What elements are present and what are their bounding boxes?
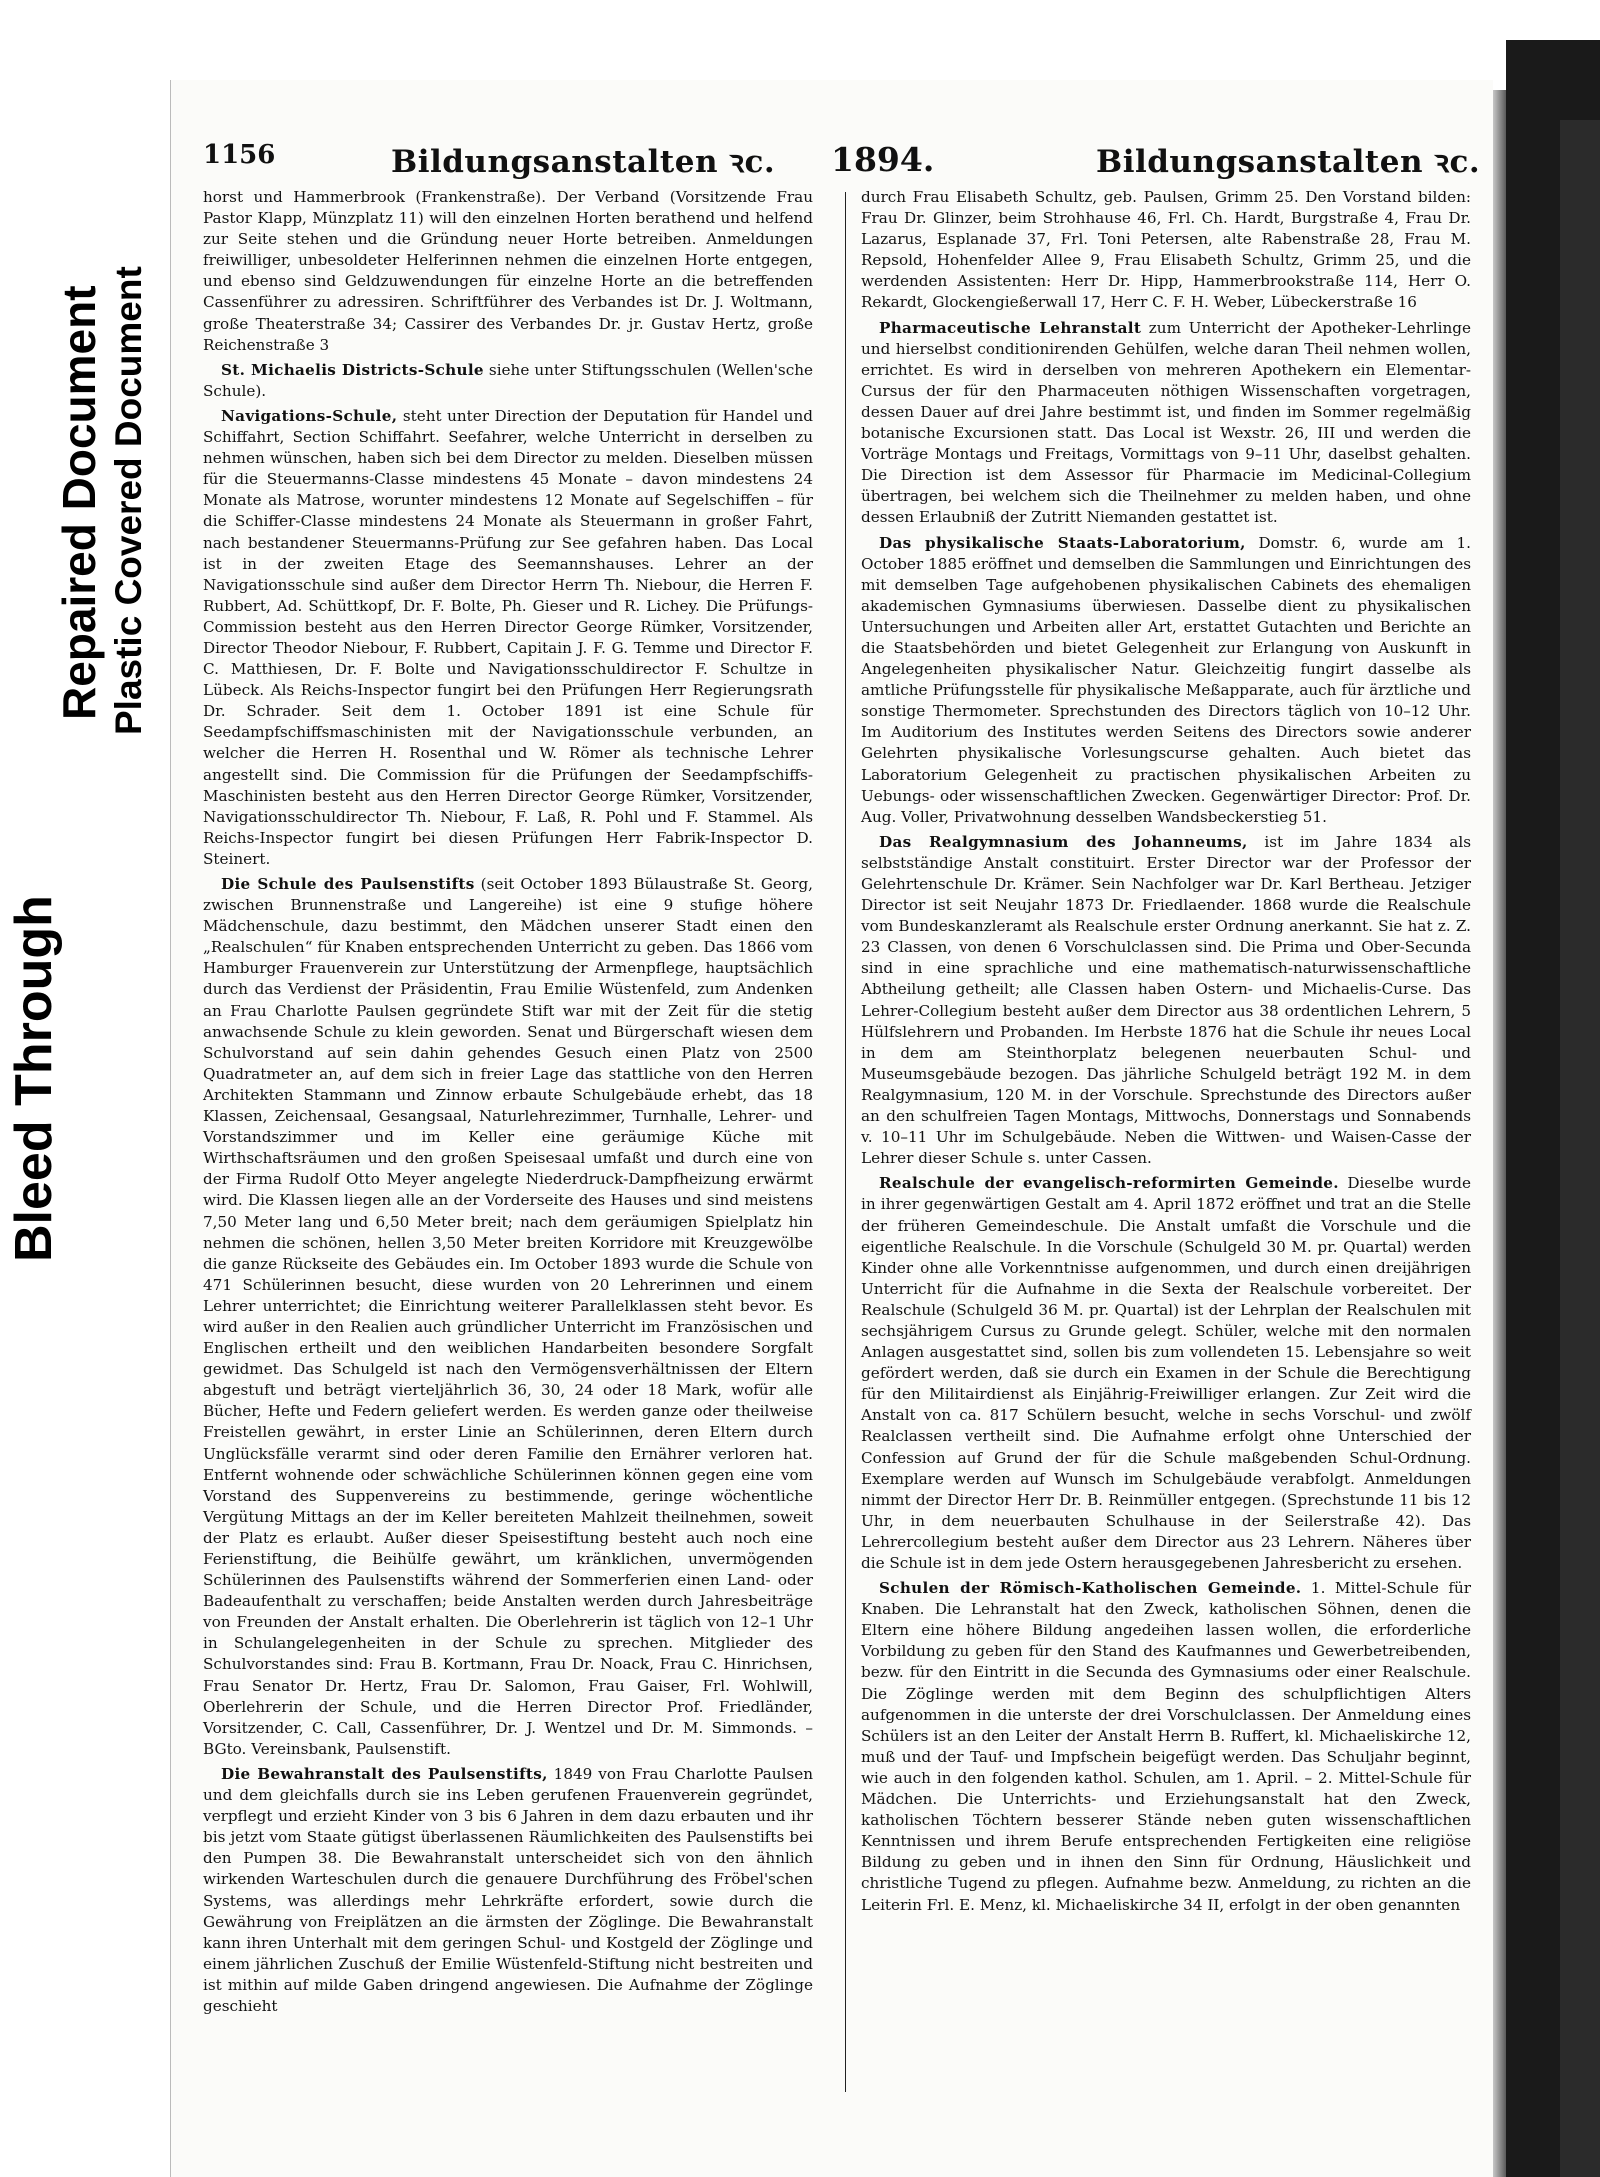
scanner-edge-inner <box>1560 120 1600 2177</box>
paragraph: Das Realgymnasium des Johanneums, ist im Jahre 1834 als selbstständige Anstalt constituirt. Erster Director war der Professor der Gelehrtenschule Dr. Krämer. Sein Nachfolger war Dr. Karl Bertheau. Jetziger Director ist seit Neujahr 1873 Dr. Friedlaender. 1868 wurde die Realschule vom Bundeskanzleramt als Realschule erster Ordnung anerkannt. Sie hat z. Z. 23 Classen, von denen 6 Vorschulclassen sind. Die Prima und Ober-Secunda sind in eine sprachliche und eine mathematisch-naturwissenschaftliche Abtheilung getheilt; alle Classen haben Ostern- und Michaelis-Curse. Das Lehrer-Collegium besteht außer dem Director aus 38 ordentlichen Lehrern, 5 Hülfslehrern und Probanden. Im Herbste 1876 hat die Schule ihr neues Local in dem am Steinthorplatz belegenen neuerbauten Schul- und Museumsgebäude bezogen. Das jährliche Schulgeld beträgt 192 M. in dem Realgymnasium, 120 M. in der Vorschule. Sprechstunde des Directors außer an den schulfreien Tagen Montags, Mittwochs, Donnerstags und Sonnabends v. 10–11 Uhr im Schulgebäude. Neben die Wittwen- und Waisen-Casse der Lehrer dieser Schule s. unter Cassen. <box>861 832 1471 1168</box>
scan-label-strip <box>0 0 170 2177</box>
paragraph: horst und Hammerbrook (Frankenstraße). Der Verband (Vorsitzende Frau Pastor Klapp, Münzplatz 11) will den einzelnen Horten berathend und helfend zur Seite stehen und die Gründung neuer Horte betreiben. Anmeldungen freiwilliger, unbesoldeter Helferinnen nehmen die einzelnen Horte entgegen, und ebenso sind Geldzuwendungen für einzelne Horte an die betreffenden Cassenführer zu adressiren. Schriftführer des Verbandes ist Dr. J. Woltmann, große Theaterstraße 34; Cassirer des Verbandes Dr. jr. Gustav Hertz, große Reichenstraße 3 <box>203 188 813 354</box>
repaired-document-label: Repaired Document <box>53 285 105 720</box>
paragraph: Die Bewahranstalt des Paulsenstifts, 1849 von Frau Charlotte Paulsen und dem gleichfalls durch sie ins Leben gerufenen Frauenverein gegründet, verpflegt und erzieht Kinder von 3 bis 6 Jahren in dem dazu erbauten und ihr bis jetzt vom Staate gütigst überlassenen Räumlichkeiten des Paulsenstifts bei den Pumpen 38. Die Bewahranstalt unterscheidet sich von den ähnlich wirkenden Warteschulen durch die genauere Durchführung des Fröbel'schen Systems, was allerdings mehr Lehrkräfte erfordert, sowie durch die Gewährung von Freiplätzen an die ärmsten der Zöglinge. Die Bewahranstalt kann ihren Unterhalt mit dem geringen Schul- und Kostgeld der Zöglinge und einem jährlichen Zuschuß der Emilie Wüstenfeld-Stiftung nicht bestreiten und ist mithin auf milde Gaben dringend angewiesen. Die Aufnahme der Zöglinge geschieht <box>203 1764 813 2015</box>
running-title-left: Bildungsanstalten ꝛc. <box>391 144 776 180</box>
entry-title: Die Schule des Paulsenstifts <box>221 875 475 893</box>
paragraph: Schulen der Römisch-Katholischen Gemeinde. 1. Mittel-Schule für Knaben. Die Lehranstalt hat den Zweck, katholischen Söhnen, denen die Eltern eine höhere Bildung angedeihen lassen wollen, die erforderliche Vorbildung zu geben für den Stand des Kaufmannes und Gewerbetreibenden, bezw. für den Eintritt in die Secunda des Gymnasiums oder einer Realschule. Die Zöglinge werden mit dem Beginn des schulpflichtigen Alters aufgenommen in die unterste der drei Vorschulclassen. Der Anmeldung eines Schülers ist an den Leiter der Anstalt Herrn B. Ruffert, kl. Michaeliskirche 12, muß und der Tauf- und Impfschein beigefügt werden. Das Schuljahr beginnt, wie auch in den folgenden kathol. Schulen, am 1. April. – 2. Mittel-Schule für Mädchen. Die Unterrichts- und Erziehungsanstalt hat den Zweck, katholischen Töchtern besserer Stände neben guten wissenschaftlichen Kenntnissen und ihrem Berufe entsprechenden Fertigkeiten eine religiöse Bildung zu geben und in ihnen den Sinn für Ordnung, Häuslichkeit und christliche Tugend zu pflegen. Aufnahme bezw. Anmeldung, zu richten an die Leiterin Frl. E. Menz, kl. Michaeliskirche 34 II, erfolgt in der oben genannten <box>861 1579 1472 1914</box>
entry-title: Das Realgymnasium des Johanneums, <box>879 832 1248 851</box>
plastic-covered-label: Plastic Covered Document <box>108 266 149 735</box>
entry-title: Schulen der Römisch-Katholischen Gemeinde. <box>879 1579 1302 1598</box>
running-title-right: Bildungsanstalten ꝛc. <box>1096 144 1481 180</box>
paragraph: St. Michaelis Districts-Schule siehe unter Stiftungsschulen (Wellen'sche Schule). <box>203 360 813 400</box>
paragraph: Die Schule des Paulsenstifts (seit October 1893 Bülaustraße St. Georg, zwischen Brunnenstraße und Langereihe) ist eine 9 stufige höhere Mädchenschule, dazu bestimmt, den Mädchen unserer Stadt einen den „Realschulen“ für Knaben entsprechenden Unterricht zu geben. Das 1866 vom Hamburger Frauenverein zur Unterstützung der Armenpflege, hauptsächlich durch das Verdienst der Präsidentin, Frau Emilie Wüstenfeld, zum Andenken an Frau Charlotte Paulsen gegründete Stift war mit der Zeit für die stetig anwachsende Schule zu klein geworden. Senat und Bürgerschaft wiesen dem Schulvorstand auf sein dahin gehendes Gesuch einen Platz von 2500 Quadratmeter an, auf dem sich in freier Lage das stattliche von den Herren Architekten Stammann und Zinnow erbaute Schulgebäude erhebt, das 18 Klassen, Zeichensaal, Gesangsaal, Naturlehrezimmer, Turnhalle, Lehrer- und Vorstandszimmer und im Keller eine geräumige Küche mit Wirthschaftsräumen und den großen Speisesaal umfaßt und durch eine von der Firma Rudolf Otto Meyer angelegte Niederdruck-Dampfheizung erwärmt wird. Die Klassen liegen alle an der Vorderseite des Hauses und sind meistens 7,50 Meter lang und 6,50 Meter breit; nach dem geräumigen Spielplatz hin nehmen die schönen, hellen 3,50 Meter breiten Korridore mit Kreuzgewölbe die ganze Rückseite des Gebäudes ein. Im October 1893 wurde die Schule von 471 Schülerinnen besucht, diese wurden von 20 Lehrerinnen und einem Lehrer unterrichtet; die Einrichtung weiterer Parallelklassen steht bevor. Es wird außer in den Realien auch gründlicher Unterricht im Französischen und Englischen ertheilt und den weiblichen Handarbeiten besondere Sorgfalt gewidmet. Das Schulgeld ist nach den Vermögensverhältnissen der Eltern abgestuft und beträgt vierteljährlich 36, 30, 24 oder 18 Mark, wofür alle Bücher, Hefte und Federn geliefert werden. Es werden ganze oder theilweise Freistellen gewährt, in erster Linie an Schülerinnen, deren Eltern durch Unglücksfälle verarmt sind oder deren Familie den Ernährer verloren hat. Entfernt wohnende oder schwächliche Schülerinnen können gegen eine vom Vorstand des Suppenvereins zu bestimmende, geringe wöchentliche Vergütung Mittags an der im Keller bereiteten Mahlzeit theilnehmen, soweit der Platz es erlaubt. Außer dieser Speisestiftung besteht auch noch eine Ferienstiftung, die Beihülfe gewährt, um kränklichen, unvermögenden Schülerinnen des Paulsenstifts während der Sommerferien einen Land- oder Badeaufenthalt zu verschaffen; beide Anstalten werden durch Jahresbeiträge von Freunden der Anstalt erhalten. Die Oberlehrerin ist täglich von 12–1 Uhr in Schulangelegenheiten in der Schule zu sprechen. Mitglieder des Schulvorstandes sind: Frau B. Kortmann, Frau Dr. Noack, Frau C. Hinrichsen, Frau Senator Dr. Hertz, Frau Dr. Salomon, Frau Gaiser, Frl. Wohlwill, Oberlehrerin der Schule, und die Herren Director Prof. Friedländer, Vorsitzender, C. Call, Cassenführer, Dr. J. Wentzel und Dr. M. Simmonds. – BGto. Vereinsbank, Paulsenstift. <box>203 875 813 1758</box>
entry-title: Realschule der evangelisch-reformirten Gemeinde. <box>879 1174 1339 1193</box>
right-column <box>861 187 1471 1920</box>
paragraph: durch Frau Elisabeth Schultz, geb. Paulsen, Grimm 25. Den Vorstand bilden: Frau Dr. Glinzer, beim Strohhause 46, Frl. Ch. Hardt, Burgstraße 4, Frau Dr. Lazarus, Esplanade 37, Frl. Toni Petersen, alte Rabenstraße 28, Frau M. Repsold, Hohenfelder Allee 9, Frau Elisabeth Schultz, Grimm 25, und die werdenden Assistenten: Herr Dr. Hipp, Hammerbrookstraße 114, Herr O. Rekardt, Glockengießerwall 17, Herr C. F. H. Weber, Lübeckerstraße 16 <box>861 188 1471 312</box>
entry-title: St. Michaelis Districts-Schule <box>221 360 484 379</box>
entry-title: Navigations-Schule, <box>221 406 398 425</box>
entry-title: Die Bewahranstalt des Paulsenstifts, <box>221 1764 548 1783</box>
paragraph: Pharmaceutische Lehranstalt zum Unterricht der Apotheker-Lehrlinge und hierselbst conditionirenden Gehülfen, welche daran Theil nehmen wollen, errichtet. Es wird in derselben von mehreren Apothekern ein Elementar-Cursus der für den Pharmaceuten nöthigen Wissenschaften vorgetragen, dessen Dauer auf drei Jahre bestimmt ist, und finden im Sommer regelmäßig botanische Excursionen statt. Das Local ist Wexstr. 26, III und werden die Vorträge Montags und Freitags, Vormittags von 9–11 Uhr, daselbst gehalten. Die Direction ist dem Assessor für Pharmacie im Medicinal-Collegium übertragen, bei welchem sich die Theilnehmer zu melden haben, und ohne dessen Erlaubniß der Zutritt Niemanden gestattet ist. <box>861 318 1471 527</box>
left-column <box>203 187 813 2021</box>
page-header <box>171 80 1493 192</box>
entry-title: Pharmaceutische Lehranstalt <box>879 318 1142 337</box>
entry-title: Das physikalische Staats-Laboratorium, <box>879 533 1246 552</box>
paragraph: Realschule der evangelisch-reformirten Gemeinde. Dieselbe wurde in ihrer gegenwärtigen Gestalt am 4. April 1872 eröffnet und trat an die Stelle der früheren Gemeindeschule. Die Anstalt umfaßt die Vorschule und die eigentliche Realschule. In die Vorschule (Schulgeld 30 M. pr. Quartal) werden Kinder ohne alle Vorkenntnisse aufgenommen, und durch einen dreijährigen Unterricht für die Aufnahme in die Sexta der Realschule vorbereitet. Der Realschule (Schulgeld 36 M. pr. Quartal) ist der Lehrplan der Realschulen mit sechsjährigem Cursus zu Grunde gelegt. Schüler, welche mit den normalen Anlagen ausgestattet sind, sollen bis zum vollendeten 15. Lebensjahre so weit gefördert werden, daß sie durch ein Examen in der Schule die Berechtigung für den Militairdienst als Einjährig-Freiwilliger erlangen. Zur Zeit wird die Anstalt von ca. 817 Schülern besucht, welche in sechs Vorschul- und zwölf Realclassen vertheilt sind. Die Aufnahme erfolgt ohne Unterschied der Confession auf Grund der für die Schule maßgebenden Schul-Ordnung. Exemplare werden auf Wunsch im Schulgebäude verabfolgt. Anmeldungen nimmt der Director Herr Dr. B. Reinmüller entgegen. (Sprechstunde 11 bis 12 Uhr, in dem neuerbauten Schulhause in der Seilerstraße 42). Das Lehrercollegium besteht außer dem Director aus 23 Lehrern. Näheres über die Schule ist in dem jede Ostern herausgegebenen Jahresbericht zu ersehen. <box>861 1174 1471 1572</box>
paragraph: Navigations-Schule, steht unter Direction der Deputation für Handel und Schiffahrt, Section Schiffahrt. Seefahrer, welche Unterricht in derselben zu nehmen wünschen, haben sich bei dem Director zu melden. Dieselben müssen für die Steuermanns-Classe mindestens 45 Monate – davon mindestens 24 Monate als Matrose, worunter mindestens 12 Monate auf Segelschiffen – für die Schiffer-Classe mindestens 24 Monate als Steuermann in großer Fahrt, nach bestandener Steuermanns-Prüfung zur See gefahren haben. Das Local ist in der zweiten Etage des Seemannshauses. Lehrer an der Navigationsschule sind außer dem Director Herrn Th. Niebour, die Herren F. Rubbert, Ad. Schüttkopf, Dr. F. Bolte, Ph. Gieser und R. Lichey. Die Prüfungs-Commission besteht aus den Herren Director George Rümker, Vorsitzender, Director Theodor Niebour, F. Rubbert, Capitain J. F. G. Temme und Director F. C. Matthiesen, Dr. F. Bolte und Navigationsschuldirector F. Schultze in Lübeck. Als Reichs-Inspector fungirt bei den Prüfungen Herr Regierungsrath Dr. Schrader. Seit dem 1. October 1891 ist eine Schule für Seedampfschiffsmaschinisten mit der Navigationsschule verbunden, an welcher die Herren H. Rosenthal und W. Römer als technische Lehrer angestellt sind. Die Commission für die Prüfungen der Seedampfschiffs-Maschinisten besteht aus den Herren Director George Rümker, Vorsitzender, Navigationsschuldirector Th. Niebour, F. Laß, R. Pohl und F. Stammel. Als Reichs-Inspector fungirt bei diesen Prüfungen Herr Fabrik-Inspector D. Steinert. <box>203 406 813 868</box>
document-page <box>170 80 1493 2177</box>
header-year: 1894. <box>831 140 935 179</box>
column-divider <box>845 192 846 2092</box>
bleed-through-label: Bleed Through <box>5 895 63 1262</box>
paragraph: Das physikalische Staats-Laboratorium, Domstr. 6, wurde am 1. October 1885 eröffnet und demselben die Sammlungen und Einrichtungen des mit demselben Tage aufgehobenen physikalischen Cabinets des ehemaligen akademischen Gymnasiums überwiesen. Dasselbe dient zu physikalischen Untersuchungen und Arbeiten aller Art, erstattet Gutachten und Berichte an die Staatsbehörden und bietet Gelegenheit zur Erlangung von Auskunft in Angelegenheiten physikalischer Natur. Gleichzeitig fungirt dasselbe als amtliche Prüfungsstelle für physikalische Meßapparate, auch für ärztliche und sonstige Thermometer. Sprechstunden des Directors täglich von 10–12 Uhr. Im Auditorium des Institutes werden Seitens des Directors sowie anderer Gelehrten physikalische Vorlesungscurse gehalten. Auch bietet das Laboratorium Gelegenheit zu practischen physikalischen Arbeiten zu Uebungs- oder wissenschaftlichen Zwecken. Gegenwärtiger Director: Prof. Dr. Aug. Voller, Privatwohnung desselben Wandsbeckerstieg 51. <box>861 533 1471 826</box>
page-number: 1156 <box>203 140 276 170</box>
page-edge-shadow <box>1492 90 1506 2177</box>
